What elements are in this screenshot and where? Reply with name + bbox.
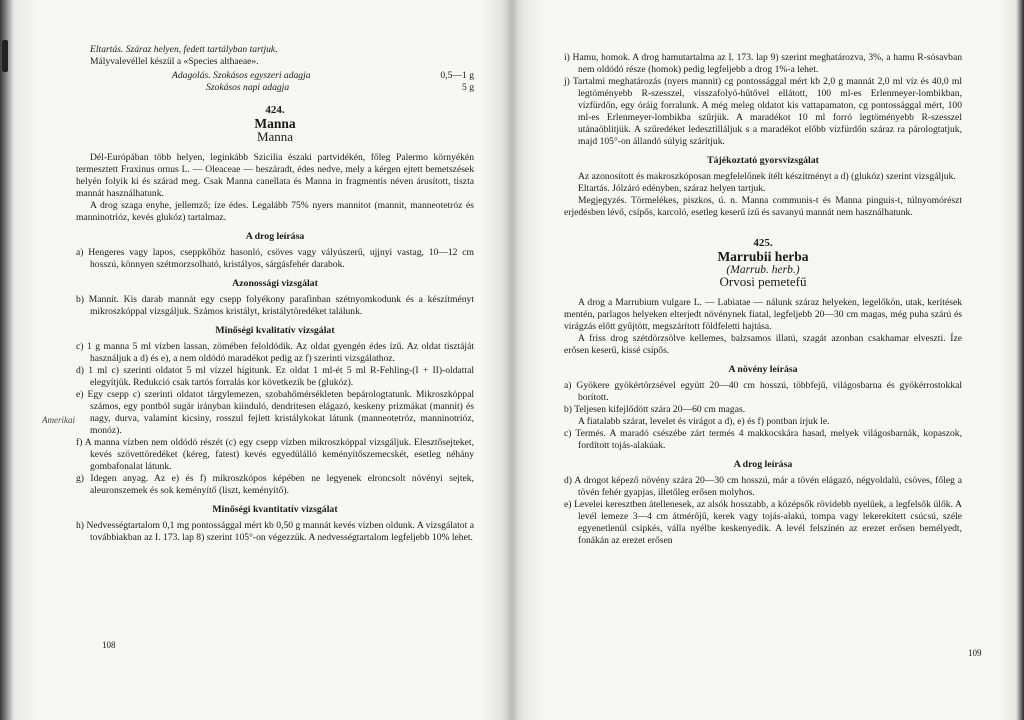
dose-row-single — [76, 70, 474, 82]
section-heading-description: A drog leírása — [245, 231, 305, 242]
item-j: j) Tartalmi meghatározás (nyers mannit) cg pontossággal mért kb 2,0 g mannát 2,0 ml víz és 40,0 ml legtöményebb R-szesszel, visszafolyó-hűtővel ellátott, 100 ml-es Erlenmeyer-lombikban, vízfürdőn, egy óráig forralunk. A még meleg oldatot kis vattapamaton, cg pontossággal mért, 100 ml-es Erlenmeyer-lombikba szűrjük. A maradékot 10 ml forró legtöményebb R-szesszel utánaöblítjük. A szűredéket ledesztilláljuk s a maradékot előbb vízfürdőn száraz ra párologtatjuk, majd 105°-on állandó súlyig szárítjuk. — [564, 76, 962, 147]
quicktest-text: Az azonosított és makroszkóposan megfelelőnek ítélt készítményt a d) (glukóz) szerint vizsgáljuk. — [578, 171, 956, 182]
monograph-hungarian-title: Manna — [256, 129, 294, 144]
note-text: Megjegyzés. Törmelékes, piszkos, ú. n. Manna communis-t és Manna pinguis-t, túlnyomórészt erjedésben lévő, csípős, karcoló, esetleg keserű ízű és savanyú mannát nem használhatunk. — [564, 195, 962, 218]
section-heading-plant: A növény leírása — [728, 364, 798, 375]
description-item-a: a) Hengeres vagy lapos, cseppkőhöz hasonló, csöves vagy vályúszerű, ujjnyi vastag, 10—12 cm hosszú, könnyen szétmorzsolható, kristályos, sárgásfehér darabok. — [76, 247, 474, 270]
dose-single-value: 0,5—1 g — [440, 70, 474, 81]
description-item-d: d) A drogot képező növény szára 20—30 cm hosszú, már a tövén elágazó, négyoldalú, csöves, főleg a tövén fehér gyapjas, illetőleg erősen molyhos. — [564, 475, 962, 498]
margin-handwriting: Amerikai — [42, 415, 75, 425]
left-page — [76, 44, 474, 544]
section-heading-drug-description: A drog leírása — [733, 459, 793, 470]
section-heading-identity: Azonossági vizsgálat — [232, 278, 318, 289]
qualitative-item-e: e) Egy csepp c) szerinti oldatot tárgylemezen, szobahőmérsékleten bepárologtatunk. Mikroszkóppal számos, egy pontból sugár irányban kiinduló, dendritesen elágazó, keskeny prizmákat (mannit) és nagy, durva, valamint kicsiny, rosszul fejlett kristálykokat látunk (manneotetróz, manninotrióz, monóz). — [76, 389, 474, 436]
intro-paragraph-2: A drog szaga enyhe, jellemző; íze édes. Legalább 75% nyers mannitot (mannit, manneotetróz és manninotrióz, kevés glukóz) tartalmaz. — [76, 200, 474, 223]
description-item-e: e) Levelei keresztben átellenesek, az alsók hosszabb, a középsők rövidebb nyelűek, a legfelsők ülők. A levél lemeze 3—4 cm átmérőjű, kerek vagy tojás-alakú, tompa vagy lekerekített csúcsú, széle egyenetlenül csipkés, válla nyélbe keskenyedik. A levél felszínén az erezet erősen bemélyedt, fonákán az erezet erősen — [564, 499, 962, 546]
monograph-latin-title: Manna — [254, 116, 296, 131]
section-heading-qualitative: Minőségi kvalitatív vizsgálat — [215, 325, 335, 336]
qualitative-item-c: c) 1 g manna 5 ml vízben lassan, zömében feloldódik. Az oldat gyengén édes ízű. Az oldat tisztáját használjuk a d) és e), a nem oldódó maradékot pedig az f) szerinti vizsgálathoz. — [76, 341, 474, 364]
binding-clip — [2, 40, 8, 72]
right-page — [564, 52, 962, 547]
plant-item-b: b) Teljesen kifejlődött szára 20—60 cm magas. — [564, 404, 746, 415]
page-number-left: 108 — [102, 640, 116, 650]
plant-item-b-note: A fiatalabb szárat, levelet és virágot a d), e) és f) pontban írjuk le. — [578, 416, 830, 427]
dose-daily-value: 5 g — [462, 82, 474, 93]
qualitative-item-f: f) A manna vízben nem oldódó részét (c) egy csepp vízben mikroszkóppal vizsgáljuk. Elesztősejteket, kevés szövettöredéket (kéreg, fatest) kevés egyedülálló keményítőszemecskét, esetleg néhány gombafonalat látunk. — [76, 437, 474, 472]
preparation-text: Mályvalevéllel készül a «Species althaeae». — [90, 56, 259, 67]
storage-text-right: Eltartás. Jólzáró edényben, száraz helyen tartjuk. — [578, 183, 766, 194]
item-i: i) Hamu, homok. A drog hamutartalma az I. 173. lap 9) szerint meghatározva, 3%, a hamu R-sósavban nem oldódó része (homok) pedig legfeljebb a drog 1%-a lehet. — [564, 52, 962, 75]
quantitative-item-h: h) Nedvességtartalom 0,1 mg pontossággal mért kb 0,50 g mannát kevés vízben oldunk. A vizsgálatot a továbbiakban az I. 173. lap 8) szerint 105°-on végezzük. A nedvességtartalom legfeljebb 10% lehet. — [76, 520, 474, 543]
intro-paragraph-425-2: A friss drog szétdörzsölve kellemes, balzsamos illatú, szagát azonban csakhamar elveszti. Íze erősen keserű, kissé csípős. — [564, 333, 962, 356]
dose-daily-label: Szokásos napi adagja — [206, 82, 290, 93]
intro-paragraph: Dél-Európában több helyen, leginkább Szicilia északi partvidékén, főleg Palermo környékén termesztett Fraxinus ornus L. — Oleaceae — beszáradt, édes nedve, mely a kérgen ejtett bemetszések helyén folyik ki és szárad meg. Csak Manna canellata és Manna in fragmentis néven árusított, tiszta mannát használhatunk. — [76, 152, 474, 199]
monograph-abbreviation: (Marrub. herb.) — [726, 264, 800, 276]
gutter-shadow — [500, 0, 524, 720]
section-heading-quantitative: Minőségi kvantitatív vizsgálat — [212, 504, 338, 515]
dose-row-daily — [76, 82, 474, 94]
monograph-latin-title-425: Marrubii herba — [717, 249, 809, 264]
plant-item-a: a) Gyökere gyökértörzsével együtt 20—40 cm hosszú, többfejű, világosbarna és gyökérrostokkal borított. — [564, 380, 962, 403]
plant-item-c: c) Termés. A maradó csészébe zárt termés 4 makkocskára hasad, melyek világosbarnák, kopaszok, fordított tojás-alakúak. — [564, 428, 962, 451]
monograph-number-425: 425. — [753, 237, 773, 249]
storage-text: Eltartás. Száraz helyen, fedett tartályban tartjuk. — [90, 44, 278, 55]
monograph-hungarian-title-425: Orvosi pemetefű — [719, 274, 807, 289]
qualitative-item-g: g) Idegen anyag. Az e) és f) mikroszkópos képében ne legyenek elroncsolt növényi sejtek, aleuronszemek és sok keményítő (liszt, keményítő). — [76, 473, 474, 496]
identity-item-b: b) Mannit. Kis darab mannát egy csepp folyékony parafinban szétnyomkodunk és a készítményt mikroszkóppal vizsgáljuk. Számos kristályt, kristálytöredéket találunk. — [76, 294, 474, 317]
page-number-right: 109 — [968, 648, 982, 658]
section-heading-quicktest: Tájékoztató gyorsvizsgálat — [707, 155, 819, 166]
qualitative-item-d: d) 1 ml c) szerinti oldatot 5 ml vízzel hígitunk. Ez oldat 1 ml-ét 5 ml R-Fehling-(I + II)-oldattal elegyítjük. Redukció csak tartós forralás kor következik be (glukóz). — [76, 365, 474, 388]
monograph-number: 424. — [265, 104, 285, 116]
dose-single-label: Adagolás. Szokásos egyszeri adagja — [172, 70, 311, 81]
intro-paragraph-425: A drog a Marrubium vulgare L. — Labiatae — nálunk száraz helyeken, legelőkön, utak, kerítések mentén, parlagos helyeken elterjedt növénynek fiatal, legfeljebb 20—30 cm magas, még puha szárú és virágzás előtt gyűjtött, megszárított földfeletti hajtása. — [564, 297, 962, 332]
